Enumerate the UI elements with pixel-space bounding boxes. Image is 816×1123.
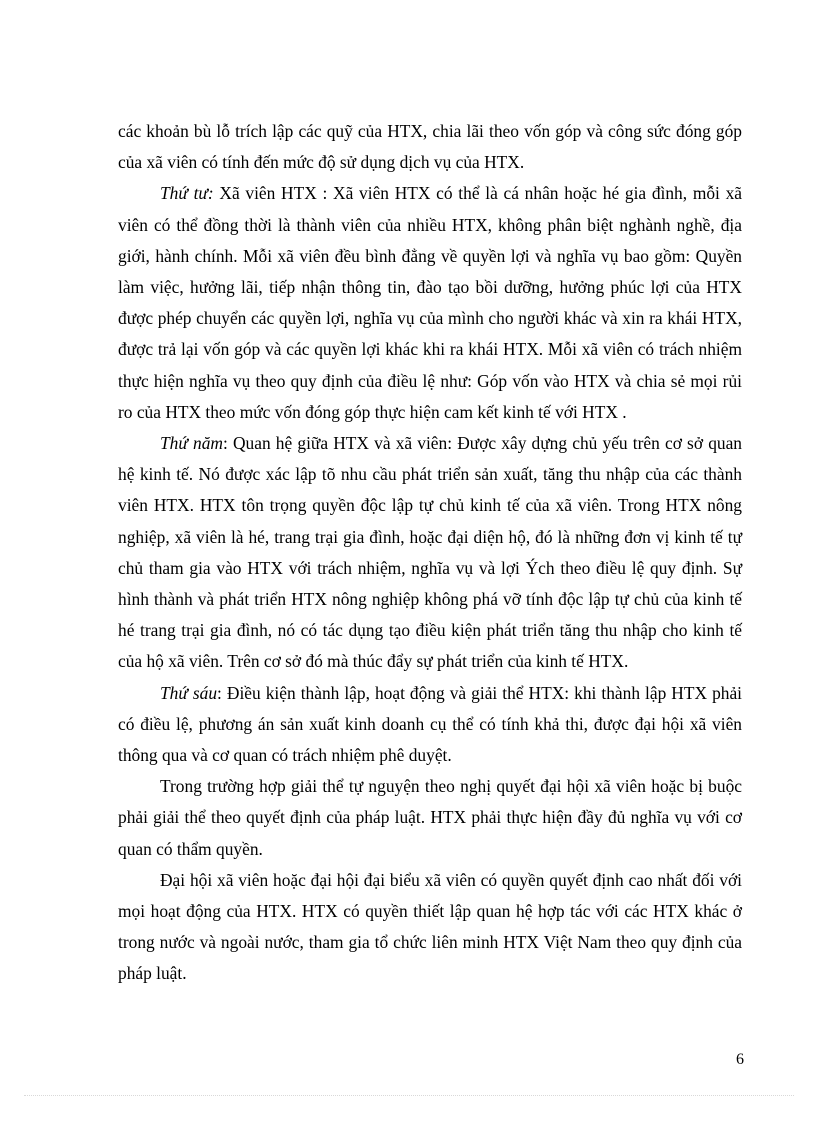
page-number: 6 <box>736 1051 744 1068</box>
paragraph-thu-tu <box>118 178 742 428</box>
paragraph-text: Trong trường hợp giải thể tự nguyện theo nghị quyết đại hội xã viên hoặc bị buộc phải giải thể theo quyết định của pháp luật. HTX phải thực hiện đầy đủ nghĩa vụ với cơ quan có thẩm quyền. <box>118 776 742 859</box>
paragraph-text: các khoản bù lỗ trích lập các quỹ của HTX, chia lãi theo vốn góp và công sức đóng góp của xã viên có tính đến mức độ sử dụng dịch vụ của HTX. <box>118 121 742 173</box>
paragraph-lead: Thứ sáu <box>160 682 218 703</box>
paragraph-text: Xã viên HTX : Xã viên HTX có thể là cá nhân hoặc hé gia đình, mỗi xã viên có thể đồng thời là thành viên của nhiều HTX, không phân biệt nghành nghề, địa giới, hành chính. Mỗi xã viên đều bình đẳng về quyền lợi và nghĩa vụ bao gồm: Quyền làm việc, hưởng lãi, tiếp nhận thông tin, đào tạo bồi dưỡng, hưởng phúc lợi của HTX được phép chuyển các quyền lợi, nghĩa vụ của mình cho người khác và xin ra khái HTX, được trả lại vốn góp và các quyền lợi khác khi ra khái HTX. Mỗi xã viên có trách nhiệm thực hiện nghĩa vụ theo quy định của điều lệ như: Góp vốn vào HTX và chia sẻ mọi rủi ro của HTX theo mức vốn đóng góp thực hiện cam kết kinh tế với HTX . <box>118 183 743 422</box>
paragraph-lead: Thứ tư: <box>160 183 214 204</box>
paragraph-dai-hoi <box>118 865 742 990</box>
paragraph-text: Đại hội xã viên hoặc đại hội đại biểu xã viên có quyền quyết định cao nhất đối với mọi hoạt động của HTX. HTX có quyền thiết lập quan hệ hợp tác với các HTX khác ở trong nước và ngoài nước, tham gia tổ chức liên minh HTX Việt Nam theo quy định của pháp luật. <box>118 869 742 984</box>
paragraph-text: : Quan hệ giữa HTX và xã viên: Được xây dựng chủ yếu trên cơ sở quan hệ kinh tế. Nó được xác lập tõ nhu cầu phát triển sản xuất, tăng thu nhập của các thành viên HTX. HTX tôn trọng quyền độc lập tự chủ kinh tế của xã viên. Trong HTX nông nghiệp, xã viên là hé, trang trại gia đình, hoặc đại diện hộ, đó là những đơn vị kinh tế tự chủ tham gia vào HTX với trách nhiệm, nghĩa vụ và lợi Ých theo điều lệ quy định. Sự hình thành và phát triển HTX nông nghiệp không phá vỡ tính độc lập tự chủ của kinh tế hé trang trại gia đình, nó có tác dụng tạo điều kiện phát triển tăng thu nhập cho kinh tế của hộ xã viên. Trên cơ sở đó mà thúc đẩy sự phát triển của kinh tế HTX. <box>118 433 742 672</box>
paragraph-continuation <box>118 116 742 178</box>
paragraph-thu-nam <box>118 428 742 678</box>
document-body <box>118 116 742 990</box>
paragraph-lead: Thứ năm <box>160 433 223 454</box>
paragraph-thu-sau <box>118 678 742 772</box>
paragraph-text: : Điều kiện thành lập, hoạt động và giải thể HTX: khi thành lập HTX phải có điều lệ, phương án sản xuất kinh doanh cụ thể có tính khả thi, được đại hội xã viên thông qua và cơ quan có trách nhiệm phê duyệt. <box>118 682 743 766</box>
page-bottom-divider <box>24 1095 794 1096</box>
paragraph-giai-the <box>118 771 742 865</box>
